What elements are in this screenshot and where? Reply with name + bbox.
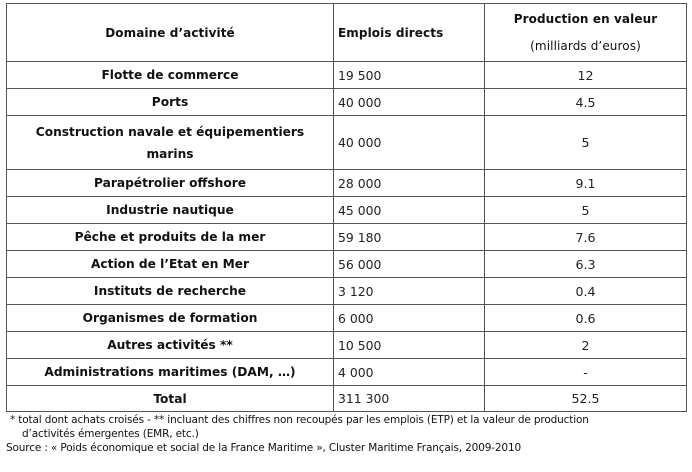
header-production-title: Production en valeur [513,11,658,26]
table-row [7,278,687,305]
row-production: - [485,359,687,386]
row-emplois: 56 000 [334,251,485,278]
row-label: Organismes de formation [7,305,334,332]
row-emplois: 28 000 [334,170,485,197]
table-row [7,332,687,359]
row-emplois: 4 000 [334,359,485,386]
row-label: Instituts de recherche [7,278,334,305]
table-row [7,224,687,251]
row-label: Flotte de commerce [7,62,334,89]
row-production: 2 [485,332,687,359]
row-production: 0.4 [485,278,687,305]
row-production: 5 [485,116,687,170]
row-production: 12 [485,62,687,89]
source-note: Source : « Poids économique et social de la France Maritime », Cluster Maritime Français, 2009-2010 [6,442,522,454]
row-label: Pêche et produits de la mer [7,224,334,251]
row-label: Industrie nautique [7,197,334,224]
row-label: Construction navale et équipementiers marins [7,116,334,170]
table-row [7,116,687,170]
table-row [7,197,687,224]
row-emplois: 40 000 [334,116,485,170]
header-emplois: Emplois directs [334,4,485,62]
row-emplois: 3 120 [334,278,485,305]
header-production [485,4,687,62]
row-production: 4.5 [485,89,687,116]
table-row [7,89,687,116]
table-header-row [7,4,687,62]
row-production: 7.6 [485,224,687,251]
row-emplois: 40 000 [334,89,485,116]
table-notes [6,413,686,455]
row-emplois: 6 000 [334,305,485,332]
row-emplois: 19 500 [334,62,485,89]
table-row [7,251,687,278]
row-production: 9.1 [485,170,687,197]
document-body [6,3,686,455]
row-emplois: 45 000 [334,197,485,224]
table-row [7,62,687,89]
footnote-line-1: * total dont achats croisés - ** incluant des chiffres non recoupés par les emplois (ETP) et la valeur de production [10,414,589,426]
row-production: 0.6 [485,305,687,332]
row-emplois: 10 500 [334,332,485,359]
employment-table [6,3,687,412]
total-emplois: 311 300 [334,386,485,412]
row-label: Action de l’Etat en Mer [7,251,334,278]
table-row [7,170,687,197]
total-label: Total [7,386,334,412]
row-label: Parapétrolier offshore [7,170,334,197]
row-label: Ports [7,89,334,116]
table-row [7,359,687,386]
table-row [7,305,687,332]
table-total-row [7,386,687,412]
header-domain: Domaine d’activité [7,4,334,62]
total-production: 52.5 [485,386,687,412]
header-production-unit: (milliards d’euros) [530,38,641,53]
row-label: Autres activités ** [7,332,334,359]
row-label: Administrations maritimes (DAM, …) [7,359,334,386]
row-production: 6.3 [485,251,687,278]
row-production: 5 [485,197,687,224]
footnote-line-2: d’activités émergentes (EMR, etc.) [22,428,199,440]
row-emplois: 59 180 [334,224,485,251]
